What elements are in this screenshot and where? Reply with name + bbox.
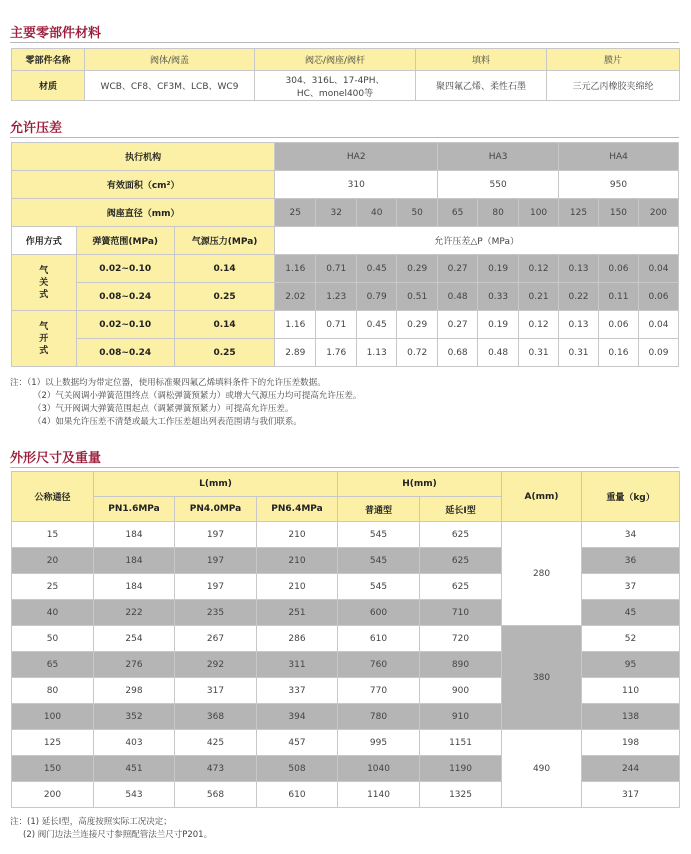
weight-cell: 45: [582, 600, 680, 626]
a-header: A(mm): [502, 472, 582, 522]
materials-cell-line: HC、monel400等: [296, 88, 374, 99]
dim-cell: 352: [94, 704, 175, 730]
pressure-value: 0.22: [559, 283, 599, 311]
dim-cell: 543: [94, 782, 175, 808]
air-pressure-cell: 0.25: [174, 283, 274, 311]
dim-cell: 210: [257, 574, 338, 600]
sub-header: PN6.4MPa: [257, 497, 338, 522]
pressure-value: 1.16: [275, 311, 316, 339]
pressure-value: 0.12: [519, 311, 559, 339]
weight-cell: 317: [582, 782, 680, 808]
a-cell: 280: [502, 522, 582, 626]
pressure-value: 0.68: [438, 339, 478, 367]
dim-cell: 267: [175, 626, 257, 652]
weight-cell: 36: [582, 548, 680, 574]
pressure-value: 0.71: [316, 311, 357, 339]
materials-cell: WCB、CF8、CF3M、LCB、WC9: [85, 71, 255, 101]
dn-cell: 50: [12, 626, 94, 652]
pressure-value: 0.12: [519, 255, 559, 283]
air-to-open-label: 气 开 式: [12, 311, 77, 367]
dimensions-table: [11, 471, 680, 808]
a-cell: 490: [502, 730, 582, 808]
dim-cell: 317: [175, 678, 257, 704]
note-line: (2) 阀门边法兰连接尺寸参照配管法兰尺寸P201。: [23, 830, 213, 840]
weight-header: 重量（kg）: [582, 472, 680, 522]
pressure-value: 0.31: [519, 339, 559, 367]
dim-cell: 337: [257, 678, 338, 704]
dim-cell: 770: [338, 678, 420, 704]
dim-cell: 760: [338, 652, 420, 678]
dimension-notes: [10, 816, 212, 842]
spring-header: 弹簧范围(MPa): [76, 227, 174, 255]
weight-cell: 95: [582, 652, 680, 678]
dim-cell: 473: [175, 756, 257, 782]
dim-cell: 254: [94, 626, 175, 652]
allowable-header: 允许压差△P（MPa）: [275, 227, 679, 255]
dim-cell: 710: [420, 600, 502, 626]
dim-cell: 184: [94, 574, 175, 600]
dim-cell: 568: [175, 782, 257, 808]
spring-range-cell: 0.02~0.10: [76, 255, 174, 283]
air-pressure-cell: 0.14: [174, 311, 274, 339]
dim-cell: 625: [420, 548, 502, 574]
weight-cell: 244: [582, 756, 680, 782]
height-header: H(mm): [338, 472, 502, 497]
dim-cell: 403: [94, 730, 175, 756]
dn-cell: 40: [12, 600, 94, 626]
dim-cell: 900: [420, 678, 502, 704]
dim-cell: 910: [420, 704, 502, 730]
materials-cell: 聚四氟乙烯、柔性石墨: [416, 71, 547, 101]
dn-header: 公称通径: [12, 472, 94, 522]
dim-cell: 610: [257, 782, 338, 808]
dim-cell: 451: [94, 756, 175, 782]
dim-cell: 890: [420, 652, 502, 678]
air-header: 气源压力(MPa): [174, 227, 274, 255]
pressure-value: 0.45: [357, 311, 397, 339]
area-cell: 310: [275, 171, 438, 199]
section-divider: [10, 42, 679, 43]
pressure-value: 0.13: [559, 311, 599, 339]
pressure-value: 0.09: [638, 339, 678, 367]
air-to-close-label: 气 关 式: [12, 255, 77, 311]
seat-cell: 100: [519, 199, 559, 227]
sub-header: 延长I型: [420, 497, 502, 522]
dim-cell: 1325: [420, 782, 502, 808]
dim-cell: 210: [257, 548, 338, 574]
pressure-value: 0.19: [478, 255, 519, 283]
actuator-cell: HA2: [275, 143, 438, 171]
pressure-value: 2.02: [275, 283, 316, 311]
materials-table: [11, 48, 680, 101]
weight-cell: 34: [582, 522, 680, 548]
weight-cell: 52: [582, 626, 680, 652]
materials-head-cell: 填料: [416, 49, 547, 71]
dim-cell: 394: [257, 704, 338, 730]
pressure-value: 0.48: [478, 339, 519, 367]
dim-cell: 292: [175, 652, 257, 678]
weight-cell: 198: [582, 730, 680, 756]
pressure-value: 0.06: [598, 311, 638, 339]
air-pressure-cell: 0.25: [174, 339, 274, 367]
pressure-value: 0.06: [598, 255, 638, 283]
pressure-value: 0.27: [438, 255, 478, 283]
sub-header: PN1.6MPa: [94, 497, 175, 522]
dim-cell: 197: [175, 548, 257, 574]
section-title-dimensions: 外形尺寸及重量: [10, 451, 102, 466]
dn-cell: 80: [12, 678, 94, 704]
dim-cell: 995: [338, 730, 420, 756]
spring-range-cell: 0.08~0.24: [76, 339, 174, 367]
dim-cell: 425: [175, 730, 257, 756]
seat-label: 阀座直径（mm）: [12, 199, 275, 227]
dim-cell: 545: [338, 522, 420, 548]
actuator-label: 执行机构: [12, 143, 275, 171]
dim-cell: 222: [94, 600, 175, 626]
seat-cell: 50: [397, 199, 438, 227]
section-divider: [10, 137, 679, 138]
dn-cell: 125: [12, 730, 94, 756]
dim-cell: 210: [257, 522, 338, 548]
dn-cell: 65: [12, 652, 94, 678]
pressure-value: 1.16: [275, 255, 316, 283]
dim-cell: 286: [257, 626, 338, 652]
pressure-value: 0.11: [598, 283, 638, 311]
pressure-value: 0.29: [397, 255, 438, 283]
air-pressure-cell: 0.14: [174, 255, 274, 283]
dn-cell: 20: [12, 548, 94, 574]
pressure-table: [11, 142, 679, 367]
seat-cell: 200: [638, 199, 678, 227]
dim-cell: 197: [175, 522, 257, 548]
area-cell: 550: [438, 171, 559, 199]
pressure-value: 0.33: [478, 283, 519, 311]
dn-cell: 150: [12, 756, 94, 782]
note-line: （4）如果允许压差不清楚或最大工作压差超出列表范围请与我们联系。: [33, 417, 302, 427]
pressure-value: 0.16: [598, 339, 638, 367]
section-title-allowable-pressure: 允许压差: [10, 121, 63, 136]
pressure-value: 0.19: [478, 311, 519, 339]
length-header: L(mm): [94, 472, 338, 497]
section-title-materials: 主要零部件材料: [10, 26, 102, 41]
pressure-value: 0.04: [638, 311, 678, 339]
dim-cell: 184: [94, 548, 175, 574]
dim-cell: 1140: [338, 782, 420, 808]
pressure-value: 1.13: [357, 339, 397, 367]
dim-cell: 368: [175, 704, 257, 730]
dim-cell: 311: [257, 652, 338, 678]
pressure-value: 0.45: [357, 255, 397, 283]
pressure-value: 0.71: [316, 255, 357, 283]
note-line: 注：(1) 延长I型，高度按照实际工况决定；: [10, 817, 172, 827]
dn-cell: 25: [12, 574, 94, 600]
dim-cell: 235: [175, 600, 257, 626]
spring-range-cell: 0.08~0.24: [76, 283, 174, 311]
weight-cell: 138: [582, 704, 680, 730]
pressure-value: 0.27: [438, 311, 478, 339]
dim-cell: 184: [94, 522, 175, 548]
note-line: （3）气开阀调大弹簧范围起点（调紧弹簧预紧力）可提高允许压差。: [33, 404, 294, 414]
area-cell: 950: [559, 171, 679, 199]
pressure-value: 0.04: [638, 255, 678, 283]
materials-head-cell: 阀体/阀盖: [85, 49, 255, 71]
a-cell: 380: [502, 626, 582, 730]
materials-cell-line: 304、316L、17-4PH、: [285, 75, 385, 86]
materials-cell: [255, 71, 416, 101]
pressure-notes: [10, 377, 361, 429]
dim-cell: 720: [420, 626, 502, 652]
pressure-value: 2.89: [275, 339, 316, 367]
note-line: （2）气关阀调小弹簧范围终点（调松弹簧预紧力）或增大气源压力均可提高允许压差。: [33, 391, 362, 401]
sub-header: PN4.0MPa: [175, 497, 257, 522]
pressure-value: 0.72: [397, 339, 438, 367]
materials-head-cell: 零部件名称: [12, 49, 85, 71]
dim-cell: 545: [338, 548, 420, 574]
seat-cell: 25: [275, 199, 316, 227]
pressure-value: 0.51: [397, 283, 438, 311]
actuator-cell: HA3: [438, 143, 559, 171]
weight-cell: 110: [582, 678, 680, 704]
action-header: 作用方式: [12, 227, 77, 255]
pressure-value: 1.23: [316, 283, 357, 311]
dim-cell: 625: [420, 522, 502, 548]
dim-cell: 197: [175, 574, 257, 600]
dim-cell: 298: [94, 678, 175, 704]
actuator-cell: HA4: [559, 143, 679, 171]
pressure-value: 0.79: [357, 283, 397, 311]
pressure-value: 0.48: [438, 283, 478, 311]
pressure-value: 1.76: [316, 339, 357, 367]
note-line: 注：（1）以上数据均为带定位器，使用标准聚四氟乙烯填料条件下的允许压差数据。: [10, 378, 326, 388]
dim-cell: 600: [338, 600, 420, 626]
dim-cell: 545: [338, 574, 420, 600]
dim-cell: 508: [257, 756, 338, 782]
materials-row-label: 材质: [12, 71, 85, 101]
dn-cell: 100: [12, 704, 94, 730]
pressure-value: 0.29: [397, 311, 438, 339]
dim-cell: 780: [338, 704, 420, 730]
dn-cell: 200: [12, 782, 94, 808]
dim-cell: 1190: [420, 756, 502, 782]
weight-cell: 37: [582, 574, 680, 600]
seat-cell: 125: [559, 199, 599, 227]
sub-header: 普通型: [338, 497, 420, 522]
dim-cell: 625: [420, 574, 502, 600]
area-label: 有效面积（cm²）: [12, 171, 275, 199]
seat-cell: 65: [438, 199, 478, 227]
dim-cell: 610: [338, 626, 420, 652]
dim-cell: 276: [94, 652, 175, 678]
spring-range-cell: 0.02~0.10: [76, 311, 174, 339]
dim-cell: 457: [257, 730, 338, 756]
dim-cell: 251: [257, 600, 338, 626]
pressure-value: 0.21: [519, 283, 559, 311]
materials-head-cell: 阀芯/阀座/阀杆: [255, 49, 416, 71]
seat-cell: 32: [316, 199, 357, 227]
dn-cell: 15: [12, 522, 94, 548]
pressure-value: 0.13: [559, 255, 599, 283]
dim-cell: 1040: [338, 756, 420, 782]
dim-cell: 1151: [420, 730, 502, 756]
seat-cell: 150: [598, 199, 638, 227]
pressure-value: 0.06: [638, 283, 678, 311]
pressure-value: 0.31: [559, 339, 599, 367]
seat-cell: 80: [478, 199, 519, 227]
seat-cell: 40: [357, 199, 397, 227]
section-divider: [10, 467, 679, 468]
materials-head-cell: 膜片: [547, 49, 680, 71]
materials-cell: 三元乙丙橡胶夹绵纶: [547, 71, 680, 101]
